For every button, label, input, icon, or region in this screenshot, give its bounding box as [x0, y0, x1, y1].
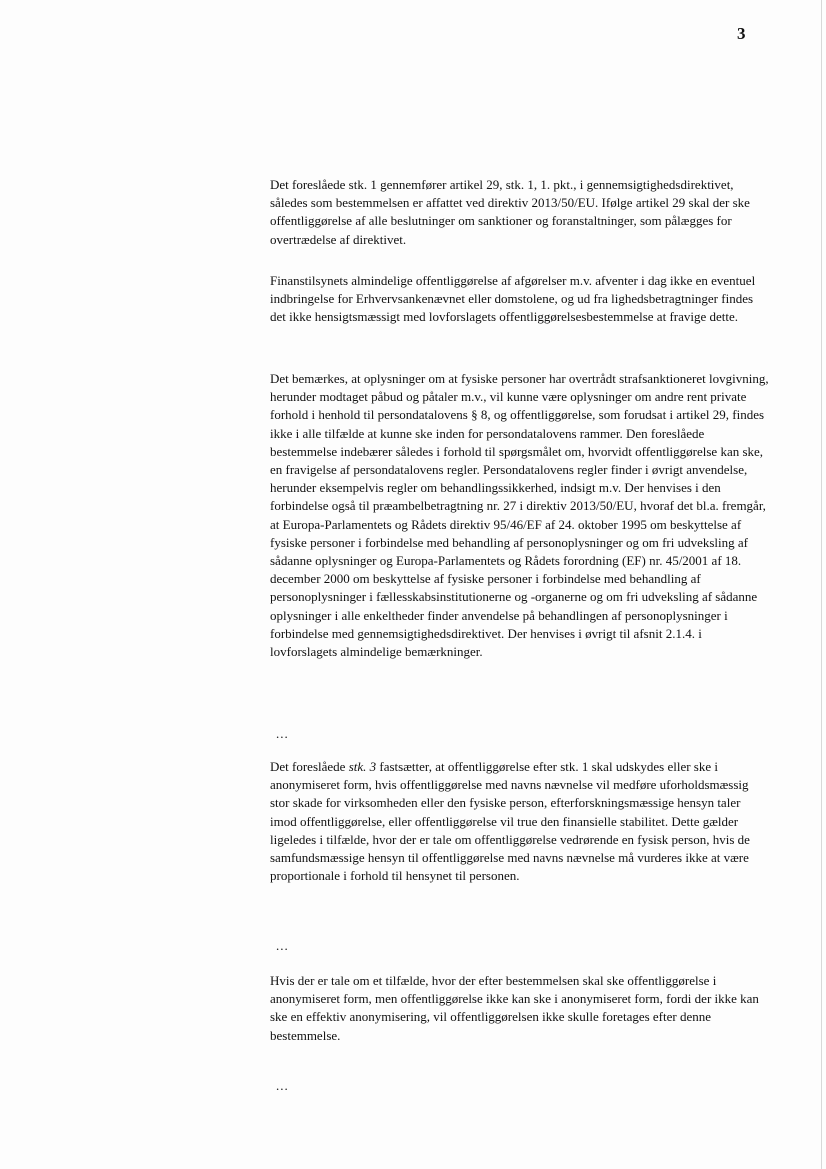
- page-number: 3: [737, 24, 746, 43]
- paragraph-finanstilsynet: Finanstilsynets almindelige offentliggørelse af afgørelser m.v. afventer i dag ikke en eventuel indbringelse for Erhvervsankenævnet eller domstolene, og ud fra lighedsbetragtninger findes det ikke hensigtsmæssigt med lovforslagets offentliggørelsesbestemmelse at fravige dette.: [270, 273, 756, 325]
- paragraph-stk-3-body: fastsætter, at offentliggørelse efter stk. 1 skal udskydes eller ske i anonymiseret form, hvis offentliggørelse med navns nævnelse vil medføre uforholdsmæssig stor skade for virksomheden eller den fysiske person, efterforskningsmæssige hensyn taler imod offentliggørelse, eller offentliggørelse vil true den finansielle stabilitet. Dette gælder ligeledes i tilfælde, hvor der er tale om offentliggørelse vedrørende en fysisk person, hvis de samfundsmæssige hensyn til offentliggørelse med navns nævnelse må vurderes ikke at være proportionale i forhold til hensynet til personen.: [270, 759, 750, 884]
- ellipsis-3: ...: [276, 1078, 289, 1093]
- paragraph-stk-3-emphasis: stk. 3: [348, 759, 377, 774]
- page-edge-line: [821, 0, 822, 1169]
- paragraph-stk-3: [270, 758, 770, 885]
- paragraph-persondata: Det bemærkes, at oplysninger om at fysiske personer har overtrådt strafsanktioneret lovgivning, herunder modtaget påbud og påtaler m.v., vil kunne være oplysninger om andre rent private forhold i henhold til persondatalovens § 8, og offentliggørelse, som forudsat i artikel 29, findes ikke i alle tilfælde at kunne ske inden for persondatalovens rammer. Den foreslåede bestemmelse indebærer således i forhold til spørgsmålet om, hvorvidt offentliggørelse kan ske, en fravigelse af persondatalovens regler. Persondatalovens regler finder i øvrigt anvendelse, herunder eksempelvis regler om behandlingssikkerhed, indsigt m.v. Der henvises i den forbindelse også til præambelbetragtning nr. 27 i direktiv 2013/50/EU, hvoraf det bl.a. fremgår, at Europa-Parlamentets og Rådets direktiv 95/46/EF af 24. oktober 1995 om beskyttelse af fysiske personer i forbindelse med behandling af personoplysninger og om fri udveksling af sådanne oplysninger og Europa-Parlamentets og Rådets forordning (EF) nr. 45/2001 af 18. december 2000 om beskyttelse af fysiske personer i forbindelse med behandling af personoplysninger i fællesskabsinstitutionerne og -organerne og om fri udveksling af sådanne oplysninger i alle enkeltheder finder anvendelse på behandlingen af personoplysninger i forbindelse med gennemsigtighedsdirektivet. Der henvises i øvrigt til afsnit 2.1.4. i lovforslagets almindelige bemærkninger.: [270, 371, 769, 660]
- ellipsis-1: ...: [276, 726, 289, 741]
- paragraph-stk-3-intro: Det foreslåede: [270, 759, 349, 774]
- paragraph-anonymisering: Hvis der er tale om et tilfælde, hvor der efter bestemmelsen skal ske offentliggørelse i anonymiseret form, men offentliggørelse ikke kan ske i anonymiseret form, fordi der ikke kan ske en effektiv anonymisering, vil offentliggørelsen ikke skulle foretages efter denne bestemmelse.: [270, 973, 759, 1043]
- ellipsis-2: ...: [276, 938, 289, 953]
- paragraph-stk-1: Det foreslåede stk. 1 gennemfører artikel 29, stk. 1, 1. pkt., i gennemsigtighedsdirektivet, således som bestemmelsen er affattet ved direktiv 2013/50/EU. Ifølge artikel 29 skal der ske offentliggørelse af alle beslutninger om sanktioner og foranstaltninger, som pålægges for overtrædelse af direktivet.: [270, 177, 750, 247]
